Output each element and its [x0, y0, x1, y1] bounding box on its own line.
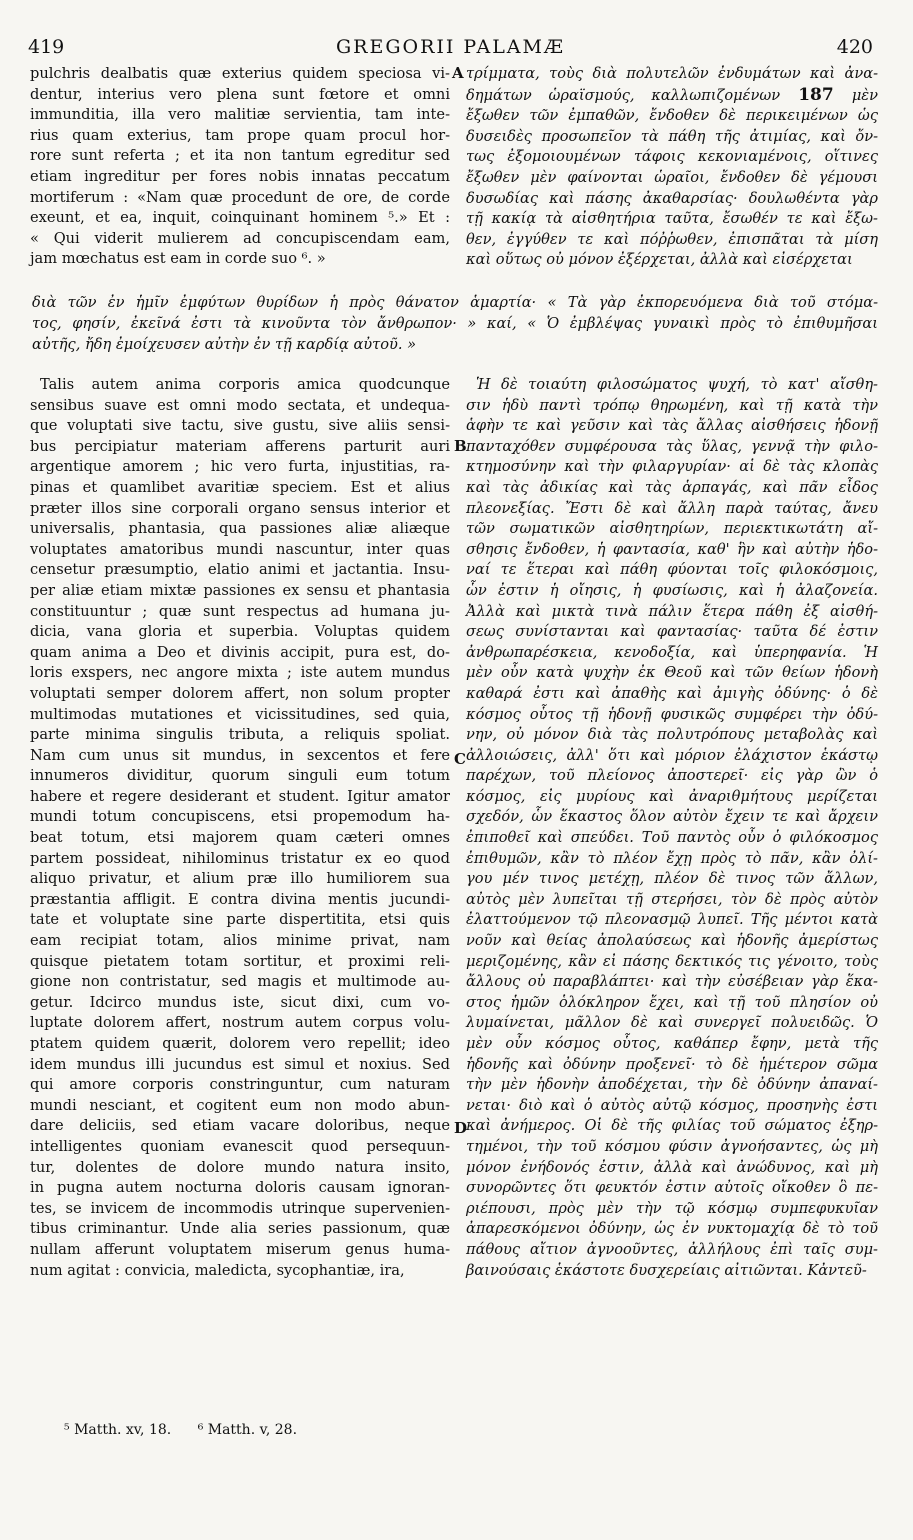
greek-main-line: συνορῶντες ὅτι φευκτόν ἐστιν αὐτοῖς οἴκοθεν ὃ πε- [466, 1179, 878, 1197]
latin-main-line: qui amore corporis constringuntur, cum naturam [30, 1076, 450, 1094]
latin-main-line: dare deliciis, sed etiam vacare doloribus, neque [30, 1117, 450, 1135]
greek-main-line: βαινούσαις ἑκάστοτε δυσχερείαις αἰτιῶνται. Κἀντεῦ- [466, 1261, 867, 1279]
greek-main-line: ἀπαρεσκόμενοι ὀδύνην, ὡς ἐν νυκτομαχίᾳ δὲ τὸ τοῦ [466, 1220, 878, 1238]
greek-main-line: ἀλλοιώσεις, ἀλλ' ὅτι καὶ μόριον ἐλάχιστον ἑκάστῳ [466, 746, 878, 764]
greek-main-line: μὲν οὖν κατὰ ψυχὴν ἐκ Θεοῦ καὶ τῶν θείων ἡδονὴ [466, 664, 878, 682]
greek-spanning-passage [32, 292, 878, 355]
latin-main-line: universalis, phantasia, qua passiones aliæ aliæque [30, 520, 450, 538]
latin-top-line: immunditia, illa vero malitiæ servientia, tam inte- [30, 106, 450, 124]
latin-main-line: dicia, vana gloria et superbia. Voluptas quidem [30, 623, 450, 641]
greek-top-line: δυσειδὲς προσωπεῖον τὰ πάθη τῆς ἀτιμίας, καὶ ὄν- [466, 127, 878, 145]
latin-main-line: Nam cum unus sit mundus, in sexcentos et fere [30, 746, 450, 764]
latin-top-line: mortiferum : «Nam quæ procedunt de ore, de corde [30, 188, 450, 206]
latin-main-line: eam recipiat totam, alios minime privat, nam [30, 932, 450, 950]
latin-main-line: sensibus suave est omni modo sectata, et undequa- [30, 396, 450, 414]
latin-main-line: que voluptati sive tactu, sive gustu, sive aliis sensi- [30, 417, 450, 435]
latin-main-line: multimodas mutationes et vicissitudines, sed quia, [30, 705, 450, 723]
latin-main-line: in pugna autem nocturna doloris causam ignoran- [30, 1179, 450, 1197]
latin-main-line: intelligentes quoniam evanescit quod persequun- [30, 1137, 450, 1155]
greek-main-line: αὐτὸς μὲν λυπεῖται τῇ στερήσει, τὸν δὲ πρὸς αὐτὸν [466, 890, 878, 908]
latin-main-line: tes, se invicem de incommodis utrinque supervenien- [30, 1199, 450, 1217]
page-number-right: 420 [836, 36, 873, 58]
span-line: διὰ τῶν ἐν ἡμῖν ἐμφύτων θυρίδων ἡ πρὸς θάνατον ἁμαρτία· « Τὰ γὰρ ἐκπορευόμενα διὰ τοῦ στόμα- [32, 294, 878, 311]
latin-main-line: censetur præsumptio, elatio animi et jactantia. Insu- [30, 561, 450, 579]
margin-marker-b: B [454, 437, 467, 455]
greek-column-top [466, 64, 878, 271]
greek-main-line: πανταχόθεν συμφέρουσα τὰς ὕλας, γεννᾷ τὴν φιλο- [466, 437, 878, 455]
greek-main-line: καὶ τὰς ἀδικίας καὶ τὰς ἁρπαγάς, καὶ πᾶν εἶδος [466, 478, 878, 496]
latin-main-line: præstantia affligit. E contra divina mentis jucundi- [30, 890, 450, 908]
latin-top-line: etiam ingreditur per fores nobis innatas peccatum [30, 167, 450, 185]
greek-main-line: ἐλαττούμενον τῷ πλεονασμῷ λυπεῖ. Τῆς μέντοι κατὰ [466, 911, 878, 929]
greek-column-main [466, 375, 878, 1281]
latin-top-line: exeunt, et ea, inquit, coinquinant hominem ⁵.» Et : [30, 209, 450, 227]
latin-main-line: aliquo privatur, et alium præ illo humiliorem sua [30, 870, 450, 888]
greek-main-line: Ἡ δὲ τοιαύτη φιλοσώματος ψυχή, τὸ κατ' αἴσθη- [476, 376, 878, 393]
latin-main-line: voluptati semper dolorem affert, non solum propter [30, 684, 450, 702]
greek-top-line: δημάτων ὡραϊσμούς, καλλωπιζομένων 187 μὲν [466, 84, 879, 105]
latin-main-line: argentique amorem ; hic vero furta, injustitias, ra- [30, 458, 450, 476]
page-number-left: 419 [28, 36, 65, 58]
greek-main-line: τὴν μὲν ἡδονὴν ἀποδέχεται, τὴν δὲ ὀδύνην ἀπαναί- [466, 1076, 878, 1094]
greek-main-line: ἄλλους οὐ παραβλάπτει· καὶ τὴν εὐσέβειαν γὰρ ἕκα- [466, 973, 878, 991]
latin-main-line: voluptates amatoribus mundi nascuntur, inter quas [30, 540, 450, 558]
greek-main-line: τῶν σωματικῶν αἰσθητηρίων, περιεκτικωτάτη αἴ- [466, 520, 878, 538]
latin-main-line: præter illos sine corporali organo sensus interior et [30, 499, 450, 517]
latin-main-line: per aliæ etiam mixtæ passiones ex sensu et phantasia [30, 581, 450, 599]
greek-main-line: νεται· διὸ καὶ ὁ αὐτὸς αὐτῷ κόσμος, προσηνὴς ἐστι [466, 1096, 878, 1114]
latin-main-line: bus percipiatur materiam afferens parturit auri [30, 437, 450, 455]
greek-main-line: σεως συνίστανται καὶ φαντασίας· ταῦτα δέ ἐστιν [466, 623, 878, 641]
greek-main-line: μὲν οὖν κόσμος οὗτος, καθάπερ ἔφην, μετὰ τῆς [466, 1035, 878, 1052]
latin-main-line: parte minima singulis tributa, a reliquis spoliat. [30, 726, 450, 744]
latin-main-line: loris exspers, nec angore mixta ; iste autem mundus [30, 664, 450, 682]
latin-main-line: pinas et quamlibet avaritiæ speciem. Est et alius [30, 478, 450, 496]
latin-main-line: tibus criminantur. Unde alia series passionum, quæ [30, 1220, 450, 1238]
latin-main-line: Talis autem anima corporis amica quodcunque [40, 376, 450, 393]
greek-main-line: καθαρά ἐστι καὶ ἀπαθὴς καὶ ἀμιγὴς ὀδύνης· ὁ δὲ [466, 684, 878, 702]
greek-main-line: λυμαίνεται, μᾶλλον δὲ καὶ συνεργεῖ πολυειδῶς. Ὁ [466, 1014, 878, 1032]
margin-marker-c: C [454, 750, 466, 768]
latin-main-line: idem mundus illi jucundus est simul et noxius. Sed [30, 1055, 450, 1073]
greek-main-line: ἡδονῆς καὶ ὀδύνην προξενεῖ· τὸ δὲ ἡμέτερον σῶμα [466, 1055, 878, 1073]
greek-top-line: δυσωδίας καὶ πάσης ἀκαθαρσίας· δουλωθέντα γὰρ [466, 189, 878, 207]
greek-top-line: ἔξωθεν μὲν φαίνονται ὡραῖοι, ἔνδοθεν δὲ γέμουσι [466, 168, 878, 186]
latin-main-line: mundi totum concupiscens, etsi propemodum ha- [30, 808, 450, 826]
greek-main-line: νην, οὐ μόνον διὰ τὰς πολυτρόπους μεταβολὰς καὶ [466, 726, 878, 744]
latin-column-top [30, 64, 450, 270]
latin-main-line: quisque pietatem totam sortitur, et proximi reli- [30, 952, 450, 970]
greek-main-line: ναί τε ἕτεραι καὶ πάθη φύονται τοῖς φιλοκόσμοις, [466, 561, 878, 579]
greek-main-line: μεριζομένης, κἂν εἰ πάσης δεκτικός τις γένοιτο, τοὺς [466, 952, 878, 970]
latin-main-line: getur. Idcirco mundus iste, sicut dixi, cum vo- [30, 993, 450, 1011]
latin-main-line: mundi nesciant, et cogitent eum non modo abun- [30, 1096, 450, 1114]
folio-number: 187 [780, 84, 852, 105]
footnote-5: ⁵ Matth. xv, 18. [64, 1422, 172, 1438]
greek-main-line: Ἀλλὰ καὶ μικτὰ τινὰ πάλιν ἕτερα πάθη ἐξ αἰσθή- [466, 602, 878, 620]
footnotes [64, 1422, 319, 1438]
latin-main-line: nullam afferunt voluptatem miserum genus huma- [30, 1240, 450, 1258]
greek-main-line: ἁφὴν τε καὶ γεῦσιν καὶ τὰς ἄλλας αἰσθήσεις ἡδονῇ [466, 417, 878, 435]
greek-main-line: κόσμος οὗτος τῇ ἡδονῇ φυσικῶς συμφέρει τὴν ὀδύ- [466, 705, 878, 723]
latin-top-line: « Qui viderit mulierem ad concupiscendam eam, [30, 229, 450, 247]
latin-top-line: rore sunt referta ; et ita non tantum egreditur sed [30, 147, 450, 165]
latin-main-line: luptate dolorem affert, nostrum autem corpus volu- [30, 1014, 450, 1032]
margin-marker-a: A [452, 64, 464, 82]
latin-main-line: constituuntur ; quæ sunt respectus ad humana ju- [30, 602, 450, 620]
greek-main-line: σθησις ἔνδοθεν, ἡ φαντασία, καθ' ἣν καὶ αὐτὴν ἡδο- [466, 540, 878, 558]
margin-marker-d: D [454, 1119, 468, 1137]
latin-top-line: pulchris dealbatis quæ exterius quidem speciosa vi- [30, 65, 450, 82]
greek-main-line: ἐπιθυμῶν, κἂν τὸ πλέον ἔχῃ πρὸς τὸ πᾶν, κἂν ὀλί- [466, 849, 878, 867]
latin-main-line: innumeros dividitur, quorum singuli eum totum [30, 767, 450, 785]
greek-main-line: κτημοσύνην καὶ τὴν φιλαργυρίαν· αἱ δὲ τὰς κλοπὰς [466, 458, 878, 476]
latin-main-line: quam anima a Deo et divinis accipit, pura est, do- [30, 643, 450, 661]
latin-main-line: ptatem quidem quærit, dolorem vero repellit; ideo [30, 1035, 450, 1052]
greek-main-line: ὧν ἐστιν ἡ οἴησις, ἡ φυσίωσις, καὶ ἡ ἀλαζονεία. [466, 581, 878, 599]
span-line: τος, φησίν, ἐκεῖνά ἐστι τὰ κινοῦντα τὸν ἄνθρωπον· » καί, « Ὁ ἐμβλέψας γυναικὶ πρὸς τὸ ἐπιθυμῆσαι [32, 315, 878, 332]
greek-main-line: καὶ ἀνήμερος. Οἱ δὲ τῆς φιλίας τοῦ σώματος ἐξηρ- [466, 1117, 878, 1135]
latin-main-line: tate et voluptate sine parte dispertitita, etsi quis [30, 911, 450, 929]
greek-main-line: νοῦν καὶ θείας ἀπολαύσεως καὶ ἡδονῆς ἀμερίστως [466, 932, 878, 950]
greek-main-line: πάθους αἴτιον ἀγνοοῦντες, ἀλλήλους ἐπὶ ταῖς συμ- [466, 1240, 878, 1258]
greek-top-line: θεν, ἐγγύθεν τε καὶ πόῤῥωθεν, ἐπισπᾶται τὰ μίση [466, 230, 878, 248]
latin-main-line: tur, dolentes de dolore mundo natura insito, [30, 1158, 450, 1176]
greek-main-line: μόνον ἐνήδονός ἐστιν, ἀλλὰ καὶ ἀνώδυνος, καὶ μὴ [466, 1158, 878, 1176]
greek-top-line: ἔξωθεν τῶν ἐμπαθῶν, ἔνδοθεν δὲ περικειμένων ὡς [466, 107, 878, 125]
greek-main-line: κόσμος, εἰς μυρίους καὶ ἀναριθμήτους μερίζεται [466, 787, 878, 805]
greek-main-line: παρέχων, τοῦ πλείονος ἀποστερεῖ· εἰς γὰρ ὢν ὁ [466, 767, 878, 785]
latin-main-line: num agitat : convicia, maledicta, sycophantiæ, ira, [30, 1261, 405, 1279]
latin-top-line: dentur, interius vero plena sunt fœtore et omni [30, 85, 450, 103]
latin-top-line: jam mœchatus est eam in corde suo ⁶. » [30, 250, 326, 268]
latin-main-line: beat totum, etsi majorem quam cæteri omnes [30, 829, 450, 847]
span-line: αὐτῆς, ἤδη ἐμοίχευσεν αὐτὴν ἐν τῇ καρδίᾳ αὐτοῦ. » [32, 336, 417, 353]
greek-main-line: σχεδόν, ὧν ἕκαστος ὅλον αὐτὸν ἔχειν τε καὶ ἄρχειν [466, 808, 878, 826]
greek-top-line2-tail: μὲν [851, 86, 879, 104]
footnote-6: ⁶ Matth. v, 28. [197, 1422, 298, 1438]
latin-top-line: rius quam exterius, tam prope quam procul hor- [30, 126, 450, 144]
greek-main-line: ἀνθρωπαρέσκεια, κενοδοξία, καὶ ὑπερηφανία. Ἡ [466, 643, 878, 661]
greek-main-line: πλεονεξίας. Ἔστι δὲ καὶ ἄλλη παρὰ ταύτας, ἄνευ [466, 499, 878, 517]
greek-main-line: τημένοι, τὴν τοῦ κόσμου φύσιν ἀγνοήσαντες, ὡς μὴ [466, 1137, 878, 1155]
latin-main-line: gione non contristatur, sed magis et multimode au- [30, 973, 450, 991]
latin-main-line: habere et regere desiderant et student. Igitur amator [30, 787, 450, 805]
greek-top-line: καὶ οὕτως οὐ μόνον ἐξέρχεται, ἀλλὰ καὶ εἰσέρχεται [466, 251, 853, 269]
greek-top-line: τρίμματα, τοὺς διὰ πολυτελῶν ἐνδυμάτων καὶ ἀνα- [466, 65, 878, 82]
greek-top-line: τως ἐξομοιουμένων τάφοις κεκονιαμένοις, οἵτινες [466, 148, 878, 166]
running-header [28, 36, 873, 62]
greek-main-line: σιν ἡδὺ παντὶ τρόπῳ θηρωμένη, καὶ τῇ κατὰ τὴν [466, 396, 878, 414]
greek-main-line: στος ἡμῶν ὁλόκληρον ἔχει, καὶ τῇ τοῦ πλησίον οὐ [466, 993, 878, 1011]
greek-top-line: τῇ κακίᾳ τὰ αἰσθητήρια ταῦτα, ἔσωθέν τε καὶ ἔξω- [466, 210, 878, 228]
greek-main-line: ἐπιποθεῖ καὶ σπεύδει. Τοῦ παντὸς οὖν ὁ φιλόκοσμος [466, 829, 878, 847]
greek-main-line: ριέπουσι, πρὸς μὲν τὴν τῷ κόσμῳ συμπεφυκυῖαν [466, 1199, 878, 1217]
running-title: GREGORII PALAMÆ [335, 36, 566, 58]
latin-column-main [30, 375, 450, 1281]
greek-main-line: γου μέν τινος μετέχῃ, πλέον δὲ τινος τῶν ἄλλων, [466, 870, 878, 888]
latin-main-line: partem possideat, nihilominus tristatur ex eo quod [30, 849, 450, 867]
